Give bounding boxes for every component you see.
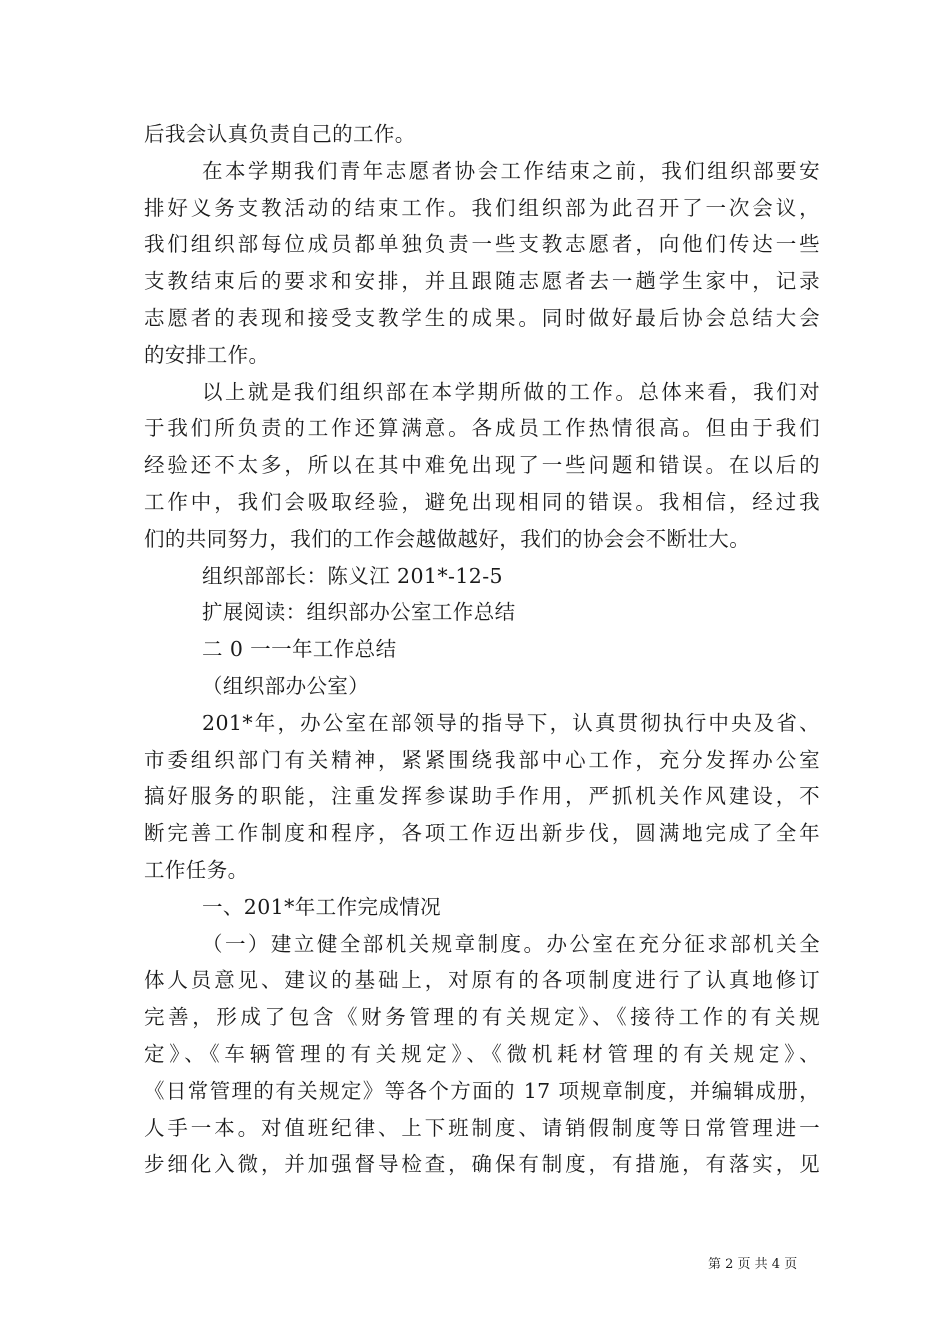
text-line: 的安排工作。 xyxy=(144,342,270,367)
text-line: 志愿者的表现和接受支教学生的成果。同时做好最后协会总结大会 xyxy=(144,305,820,330)
text-line: 于我们所负责的工作还算满意。各成员工作热情很高。但由于我们 xyxy=(144,416,820,441)
text-line: 定》、《车辆管理的有关规定》、《微机耗材管理的有关规定》、 xyxy=(144,1041,820,1066)
text-line: 后我会认真负责自己的工作。 xyxy=(144,122,416,146)
text-line: 体人员意见、建议的基础上，对原有的各项制度进行了认真地修订 xyxy=(144,968,820,993)
document-body xyxy=(144,116,820,1183)
text-line: 我们组织部每位成员都单独负责一些支教志愿者，向他们传达一些 xyxy=(144,232,820,257)
text-line: 市委组织部门有关精神，紧紧围绕我部中心工作，充分发挥办公室 xyxy=(144,747,820,772)
text-line: 搞好服务的职能，注重发挥参谋助手作用，严抓机关作风建设，不 xyxy=(144,784,820,809)
text-line: 《日常管理的有关规定》等各个方面的 17 项规章制度，并编辑成册， xyxy=(144,1078,820,1103)
text-line: 断完善工作制度和程序，各项工作迈出新步伐，圆满地完成了全年 xyxy=(144,821,820,846)
text-line: 组织部部长：陈义江 201*-12-5 xyxy=(202,563,503,588)
text-line: 一、201*年工作完成情况 xyxy=(202,894,442,919)
text-line: 201*年，办公室在部领导的指导下，认真贯彻执行中央及省、 xyxy=(202,710,820,735)
text-line: 工作中，我们会吸取经验，避免出现相同的错误。我相信，经过我 xyxy=(144,489,820,514)
text-line: 经验还不太多，所以在其中难免出现了一些问题和错误。在以后的 xyxy=(144,453,820,478)
text-line: 以上就是我们组织部在本学期所做的工作。总体来看，我们对 xyxy=(202,379,820,404)
text-line: 完善，形成了包含《财务管理的有关规定》、《接待工作的有关规 xyxy=(144,1005,820,1030)
text-line: 扩展阅读：组织部办公室工作总结 xyxy=(202,600,516,625)
text-line: （组织部办公室） xyxy=(202,673,370,698)
text-line: 二 0 一一年工作总结 xyxy=(202,637,397,662)
text-line: 步细化入微，并加强督导检查，确保有制度，有措施，有落实，见 xyxy=(144,1152,820,1177)
text-line: （一）建立健全部机关规章制度。办公室在充分征求部机关全 xyxy=(202,931,820,956)
text-line: 工作任务。 xyxy=(144,857,249,882)
page-number: 第 2 页 共 4 页 xyxy=(708,1257,798,1272)
text-line: 人手一本。对值班纪律、上下班制度、请销假制度等日常管理进一 xyxy=(144,1115,820,1140)
text-line: 在本学期我们青年志愿者协会工作结束之前，我们组织部要安 xyxy=(202,158,820,183)
text-line: 排好义务支教活动的结束工作。我们组织部为此召开了一次会议， xyxy=(144,195,820,220)
text-line: 们的共同努力，我们的工作会越做越好，我们的协会会不断壮大。 xyxy=(144,526,751,551)
text-line: 支教结束后的要求和安排，并且跟随志愿者去一趟学生家中，记录 xyxy=(144,269,820,294)
